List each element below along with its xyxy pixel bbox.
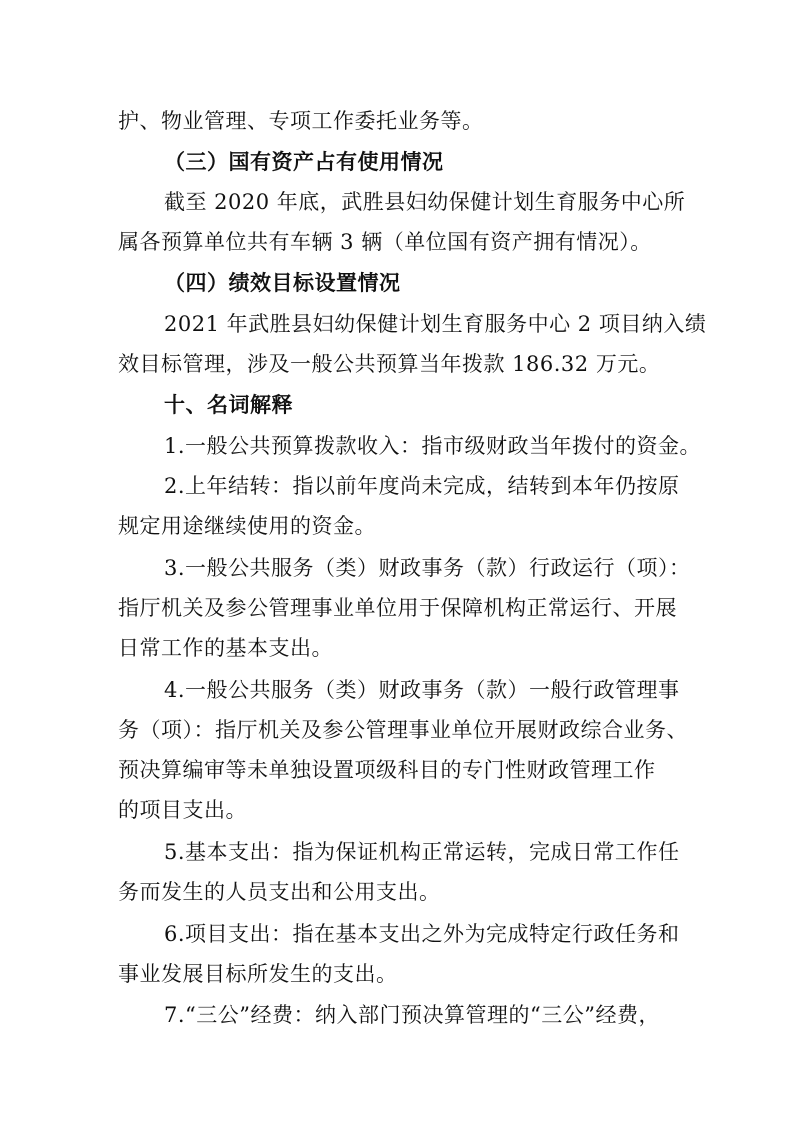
- text-line: 事业发展目标所发生的支出。: [118, 962, 398, 986]
- text-line: 务而发生的人员支出和公用支出。: [118, 880, 441, 904]
- text-line: 6.项目支出：指在基本支出之外为完成特定行政任务和: [164, 922, 680, 946]
- text-line: 3.一般公共服务（类）财政事务（款）行政运行（项）：: [164, 556, 691, 580]
- text-line: 5.基本支出：指为保证机构正常运转，完成日常工作任: [164, 840, 680, 864]
- text-line: 务（项）：指厅机关及参公管理事业单位开展财政综合业务、: [118, 718, 688, 742]
- text-line: 7.“三公”经费：纳入部门预决算管理的“三公”经费，: [164, 1003, 660, 1027]
- text-line: 1.一般公共预算拨款收入：指市级财政当年拨付的资金。: [164, 434, 702, 458]
- text-line: 的项目支出。: [118, 798, 247, 822]
- text-line: 属各预算单位共有车辆 3 辆（单位国有资产拥有情况）。: [118, 230, 652, 254]
- text-line: 截至 2020 年底，武胜县妇幼保健计划生育服务中心所: [164, 190, 686, 214]
- text-line: 护、物业管理、专项工作委托业务等。: [118, 109, 484, 133]
- section-heading: （三）国有资产占有使用情况: [164, 150, 444, 174]
- text-line: 2.上年结转：指以前年度尚未完成，结转到本年仍按原: [164, 474, 680, 498]
- text-line: 4.一般公共服务（类）财政事务（款）一般行政管理事: [164, 678, 680, 702]
- text-line: 2021 年武胜县妇幼保健计划生育服务中心 2 项目纳入绩: [164, 312, 707, 336]
- text-line: 日常工作的基本支出。: [118, 636, 333, 660]
- text-line: 规定用途继续使用的资金。: [118, 514, 376, 538]
- section-heading: 十、名词解释: [164, 393, 293, 417]
- section-heading: （四）绩效目标设置情况: [164, 271, 401, 295]
- text-line: 指厅机关及参公管理事业单位用于保障机构正常运行、开展: [118, 596, 677, 620]
- text-line: 效目标管理，涉及一般公共预算当年拨款 186.32 万元。: [118, 352, 661, 376]
- text-line: 预决算编审等未单独设置项级科目的专门性财政管理工作: [118, 758, 656, 782]
